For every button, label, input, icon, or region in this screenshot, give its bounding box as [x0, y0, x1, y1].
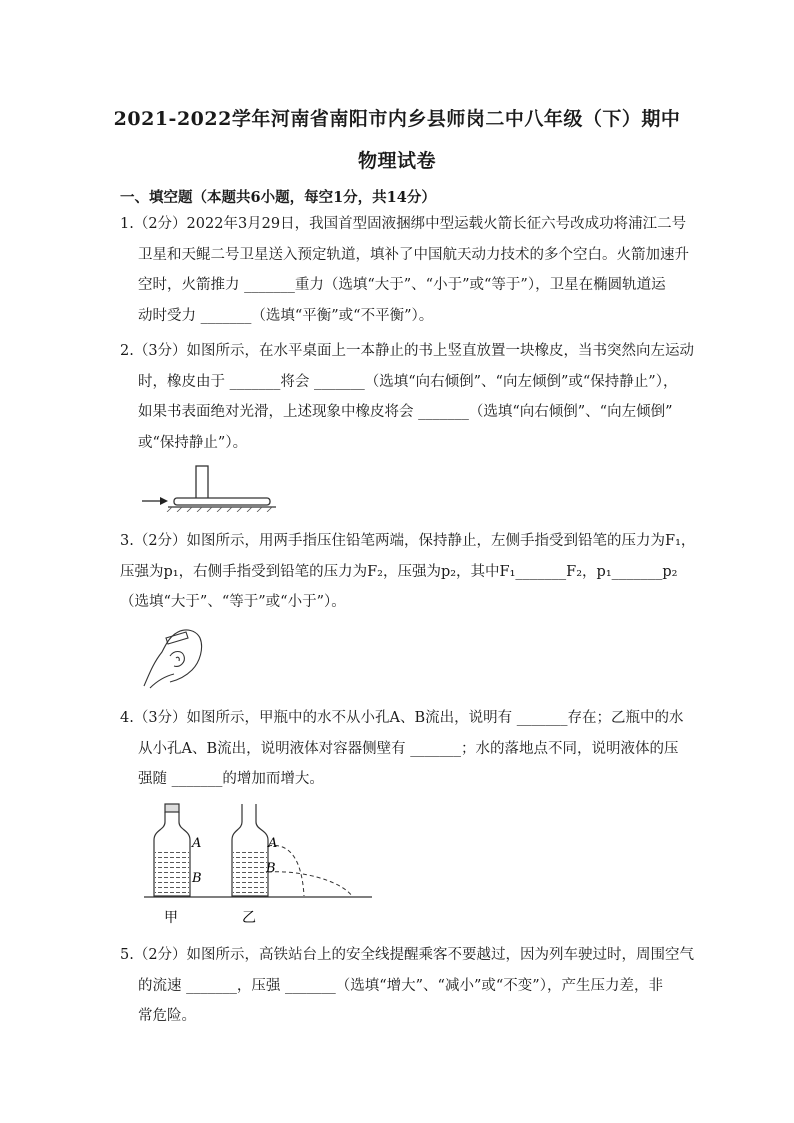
- page-title-line1: 2021-2022学年河南省南阳市内乡县师岗二中八年级（下）期中: [113, 108, 681, 130]
- hand-outline: [144, 630, 202, 686]
- figure-eraser-on-book: [138, 462, 278, 512]
- question-text-line: 如果书表面绝对光滑，上述现象中橡皮将会 _______（选填“向右倾倒”、“向左倾倒”: [138, 404, 673, 420]
- question-text-line: 动时受力 _______（选填“平衡”或“不平衡”）。: [138, 307, 434, 324]
- question-text-line: 或“保持静止”）。: [138, 434, 248, 451]
- page-title-line2: 物理试卷: [357, 150, 436, 172]
- question-text-line: 压强为p₁，右侧手指受到铅笔的压力为F₂，压强为p₂，其中F₁_______F₂，p₁_______p₂: [120, 563, 678, 580]
- question-4: [120, 703, 684, 795]
- label-hole-b-yi: B: [266, 861, 276, 876]
- question-text-line: 常危险。: [138, 1008, 196, 1024]
- section-heading: 一、填空题（本题共6小题，每空1分，共14分）: [120, 189, 436, 206]
- question-text-line: （选填“大于”、“等于”或“小于”）。: [120, 594, 346, 610]
- water-jia: [155, 848, 189, 895]
- question-text-line: 时，橡皮由于 _______将会 _______（选填“向右倾倒”、“向左倾倒”或“保持静止”），: [138, 373, 678, 390]
- figure-two-bottles: [140, 800, 380, 930]
- eraser-block: [196, 466, 208, 499]
- figure-hand-pencil: [140, 622, 210, 692]
- label-hole-a-jia: A: [192, 836, 202, 851]
- table-surface: [167, 507, 276, 512]
- question-text-line: 卫星和天鲲二号卫星送入预定轨道，填补了中国航天动力技术的多个空白。火箭加速升: [138, 246, 689, 263]
- question-text-line: 3.（2分）如图所示，用两手指压住铅笔两端，保持静止，左侧手指受到铅笔的压力为F₁，: [120, 533, 696, 549]
- question-text-line: 4.（3分）如图所示，甲瓶中的水不从小孔A、B流出，说明有 _______存在；乙瓶中的水: [120, 710, 684, 726]
- book: [174, 498, 270, 505]
- question-text-line: 空时，火箭推力 _______重力（选填“大于”、“小于”或“等于”），卫星在椭圆轨道运: [138, 277, 666, 293]
- pencil-icon: [166, 632, 188, 644]
- question-text-line: 1.（2分）2022年3月29日，我国首型固液捆绑中型运载火箭长征六号改成功将浦江二号: [120, 216, 687, 232]
- caption-jia: 甲: [164, 910, 178, 926]
- question-1: [120, 209, 689, 331]
- label-hole-b-jia: B: [192, 871, 202, 886]
- question-2: [120, 336, 695, 458]
- water-yi: [233, 848, 267, 895]
- label-hole-a-yi: A: [268, 836, 278, 851]
- question-text-line: 2.（3分）如图所示，在水平桌面上一本静止的书上竖直放置一块橡皮，当书突然向左运动: [120, 343, 695, 359]
- question-3: [120, 526, 696, 618]
- question-text-line: 5.（2分）如图所示，高铁站台上的安全线提醒乘客不要越过，因为列车驶过时，周围空气: [120, 947, 695, 963]
- question-text-line: 的流速 _______，压强 _______（选填“增大”、“减小”或“不变”），产生压力差，非: [138, 977, 663, 994]
- water-jets: [268, 845, 352, 896]
- question-text-line: 从小孔A、B流出，说明液体对容器侧壁有 _______；水的落地点不同，说明液体的压: [138, 740, 679, 757]
- arrow-icon: [142, 497, 168, 505]
- caption-yi: 乙: [242, 910, 256, 926]
- question-text-line: 强随 _______的增加而增大。: [138, 771, 324, 787]
- question-5: [120, 940, 695, 1032]
